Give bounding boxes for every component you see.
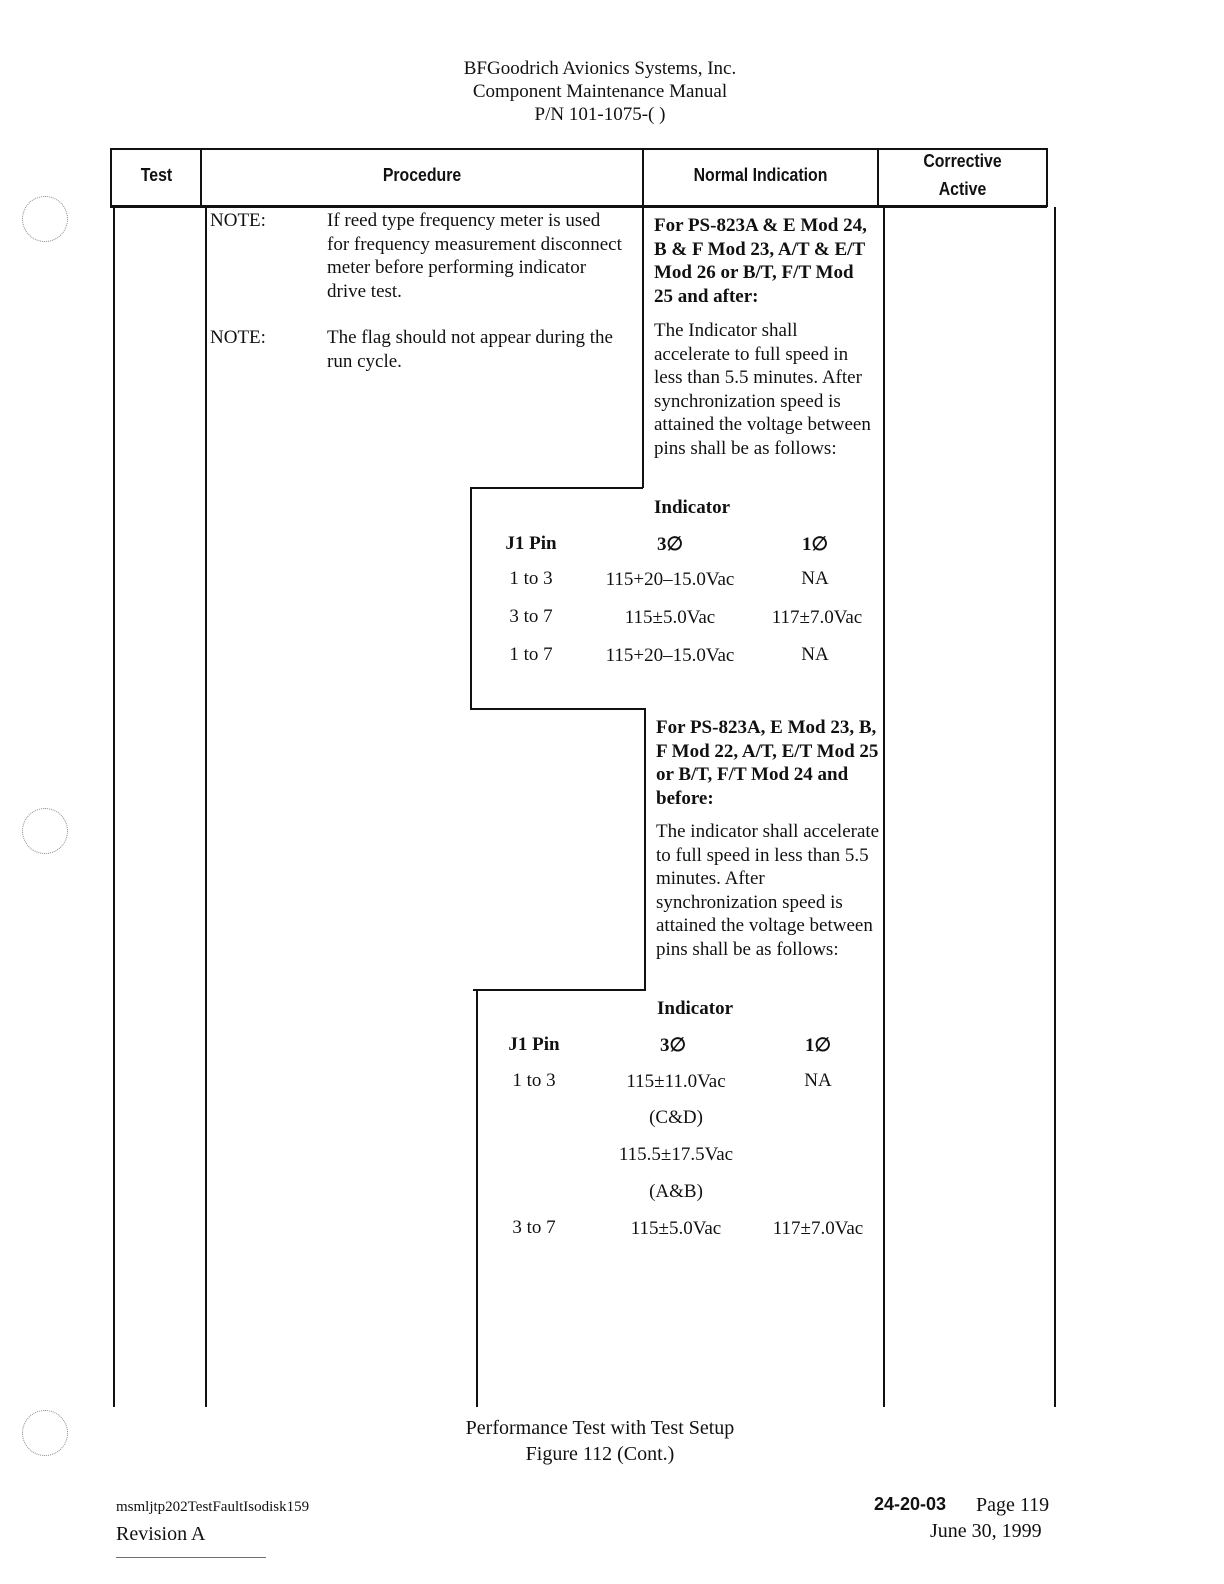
part-number: P/N 101-1075-( ) bbox=[534, 104, 666, 125]
col-header-procedure: Procedure bbox=[382, 165, 462, 185]
section2-pin-header: J1 Pin bbox=[508, 1034, 560, 1055]
section2-row1-note: (C&D) bbox=[649, 1107, 703, 1128]
section1-3phase-header: 3∅ bbox=[656, 534, 684, 555]
section1-row3-1phase: NA bbox=[801, 644, 829, 665]
col-divider-procedure bbox=[642, 148, 644, 488]
col-header-corrective: Corrective bbox=[923, 151, 1002, 171]
section1-row2-1phase: 117±7.0Vac bbox=[771, 607, 863, 628]
col-divider-test-lower bbox=[205, 207, 207, 1407]
section1-body: The Indicator shall accelerate to full speed in less than 5.5 minutes. After synchronization speed is attained the voltage between pins shall be as follows: bbox=[654, 320, 871, 459]
binder-hole-middle bbox=[22, 808, 68, 854]
binder-hole-top bbox=[22, 196, 68, 242]
section2-indicator-label: Indicator bbox=[657, 998, 733, 1019]
section2-row1-alt: 115.5±17.5Vac bbox=[618, 1144, 734, 1165]
section1-row2-pin: 3 to 7 bbox=[509, 606, 553, 627]
footer-page-number: Page 119 bbox=[976, 1494, 1050, 1516]
note-text-2: The flag should not appear during the run cycle. bbox=[327, 327, 613, 372]
figure-caption-number: Figure 112 (Cont.) bbox=[525, 1443, 675, 1465]
sub-table1-top bbox=[470, 487, 643, 489]
col-divider-normal-lower bbox=[883, 207, 885, 1407]
section1-pin-header: J1 Pin bbox=[505, 533, 557, 554]
col-header-test: Test bbox=[140, 165, 173, 185]
section2-row1-1phase: NA bbox=[804, 1070, 832, 1091]
note-label-1: NOTE: bbox=[210, 210, 266, 231]
section2-row1-pin: 1 to 3 bbox=[512, 1070, 556, 1091]
section2-1phase-header: 1∅ bbox=[804, 1035, 832, 1056]
col-divider-test bbox=[200, 148, 202, 207]
table-right-border bbox=[1046, 148, 1048, 207]
footer-date: June 30, 1999 bbox=[930, 1520, 1042, 1542]
sub-table1-bottom bbox=[470, 708, 645, 710]
note-text-1: If reed type frequency meter is used for frequency measurement disconnect meter before performing indicator drive test. bbox=[327, 210, 622, 302]
section1-row1-3phase: 115+20–15.0Vac bbox=[605, 569, 735, 590]
section1-heading: For PS-823A & E Mod 24, B & F Mod 23, A/T & E/T Mod 26 or B/T, F/T Mod 25 and after: bbox=[654, 215, 867, 307]
figure-caption-title: Performance Test with Test Setup bbox=[465, 1417, 735, 1439]
footer-link-underline bbox=[116, 1557, 266, 1558]
col-divider-procedure-mid bbox=[644, 708, 646, 990]
section2-row1-3phase: 115±11.0Vac bbox=[626, 1071, 726, 1092]
sub-table2-left bbox=[476, 989, 478, 1407]
section1-row1-1phase: NA bbox=[801, 568, 829, 589]
section2-row2-3phase: 115±5.0Vac bbox=[630, 1218, 722, 1239]
section1-indicator-label: Indicator bbox=[654, 497, 730, 518]
binder-hole-bottom bbox=[22, 1410, 68, 1456]
table-left-border-lower bbox=[113, 207, 115, 1407]
section2-3phase-header: 3∅ bbox=[659, 1035, 687, 1056]
section1-row1-pin: 1 to 3 bbox=[509, 568, 553, 589]
col-header-active: Active bbox=[938, 179, 987, 199]
footer-section-number: 24-20-03 bbox=[874, 1494, 947, 1514]
section2-row1-alt-note: (A&B) bbox=[649, 1181, 703, 1202]
company-name: BFGoodrich Avionics Systems, Inc. bbox=[463, 58, 737, 79]
footer-revision: Revision A bbox=[116, 1523, 206, 1545]
section1-row3-pin: 1 to 7 bbox=[509, 644, 553, 665]
sub-table1-left bbox=[470, 487, 472, 709]
table-top-border bbox=[110, 148, 1047, 150]
manual-title: Component Maintenance Manual bbox=[472, 81, 728, 102]
section2-row2-pin: 3 to 7 bbox=[512, 1217, 556, 1238]
sub-table2-top bbox=[473, 989, 646, 991]
col-divider-normal bbox=[877, 148, 879, 207]
section1-row3-3phase: 115+20–15.0Vac bbox=[605, 645, 735, 666]
table-right-border-lower bbox=[1054, 207, 1056, 1407]
note-label-2: NOTE: bbox=[210, 327, 266, 348]
section1-row2-3phase: 115±5.0Vac bbox=[624, 607, 716, 628]
section2-row2-1phase: 117±7.0Vac bbox=[772, 1218, 864, 1239]
table-header-divider bbox=[110, 205, 1047, 208]
section2-body: The indicator shall accelerate to full speed in less than 5.5 minutes. After synchronization speed is attained the voltage between pins shall be as follows: bbox=[656, 821, 880, 960]
col-header-normal-indication: Normal Indication bbox=[693, 165, 828, 185]
section2-heading: For PS-823A, E Mod 23, B, F Mod 22, A/T, E/T Mod 25 or B/T, F/T Mod 24 and before: bbox=[656, 717, 879, 809]
table-left-border bbox=[110, 148, 112, 207]
footer-file-id: msmljtp202TestFaultIsodisk159 bbox=[116, 1499, 310, 1515]
section1-1phase-header: 1∅ bbox=[801, 534, 829, 555]
